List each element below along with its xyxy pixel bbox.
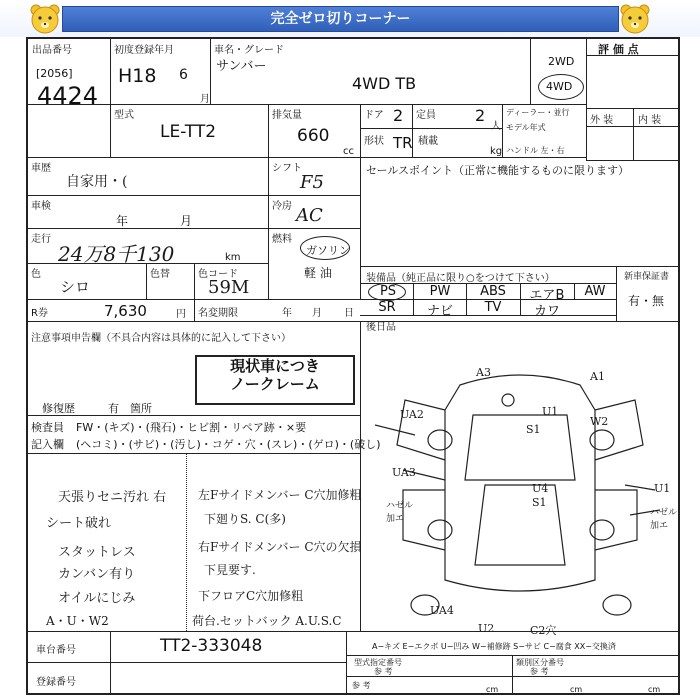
price-label: R券 (31, 308, 48, 319)
equip-ps-circle (368, 283, 406, 301)
ref-bottom-1: 参 考 (352, 681, 371, 690)
tax-day: 日 (344, 308, 354, 319)
note-left-3: スタットレス (58, 545, 136, 560)
rating-exterior: 外 装 (590, 115, 614, 126)
fuel-gasoline: ガソリン (306, 244, 350, 257)
later-items-label: 後日品 (366, 322, 396, 333)
rating-label: 評 価 点 (598, 43, 639, 56)
fuel-diesel: 軽 油 (304, 266, 332, 280)
cm-3: cm (648, 685, 661, 694)
drive-2wd: 2WD (548, 55, 575, 68)
color-code: 59M (208, 277, 250, 298)
tax-year: 年 (282, 308, 292, 319)
history-value: 自家用・( (66, 174, 128, 190)
rating-interior: 内 装 (638, 115, 662, 126)
mark-u1-rear: U1 (654, 482, 671, 495)
repair-value: 有 (108, 402, 119, 415)
cm-1: cm (486, 685, 499, 694)
first-reg-month-unit: 月 (200, 94, 210, 105)
model-value: LE-TT2 (160, 122, 217, 142)
mark-u4: U4 (532, 482, 549, 495)
mark-frame-left: ハゼル加エ (386, 501, 414, 524)
lot-number: 4424 (37, 82, 99, 110)
equipment-label: 装備品（純正品に限り○をつけて下さい） (366, 273, 555, 284)
ac-label: 冷房 (272, 201, 292, 212)
dealer-label: ディーラー・並行 (506, 108, 570, 117)
shift-value: F5 (300, 172, 324, 193)
repair-unit: 箇所 (130, 402, 152, 415)
mark-ua2: UA2 (400, 408, 424, 421)
car-grade: 4WD TB (352, 74, 417, 93)
warranty-option: 有・無 (628, 294, 665, 308)
cm-2: cm (570, 685, 583, 694)
vehicle-damage-diagram (365, 340, 677, 630)
lot-small-number: [2056] (36, 67, 73, 80)
mark-u2: U2 (478, 622, 495, 635)
equip-abs: ABS (480, 284, 506, 299)
equip-sr: SR (378, 300, 396, 315)
mark-c2: C2穴 (530, 624, 557, 637)
note-right-1: 左Fサイドメンバー C穴加修粗 (198, 488, 362, 502)
entry-label: 記入欄 (31, 438, 64, 451)
shape-label: 形状 (364, 136, 384, 147)
drive-selected-circle (538, 74, 584, 100)
doors-label: ドア (364, 110, 384, 121)
model-year-label: モデル年式 (506, 123, 546, 132)
cert-label: 型式指定番号 (354, 658, 402, 667)
inspector-label: 検査員 (31, 421, 64, 434)
note-right-6: 荷台.セットバック A.U.S.C (192, 614, 342, 628)
note-right-5: 下フロアC穴加修粗 (198, 589, 304, 603)
first-reg-label: 初度登録年月 (114, 45, 174, 56)
doors-value: 2 (393, 106, 404, 125)
first-reg-year: H18 (118, 65, 157, 87)
fuel-label: 燃料 (272, 234, 292, 245)
note-left-4: カンバン有り (58, 567, 136, 582)
ac-value: AC (296, 205, 323, 226)
drive-4wd: 4WD (546, 80, 573, 93)
equip-pw: PW (429, 284, 451, 299)
mark-u1-front: U1 (542, 405, 559, 418)
equip-leather: カワ (533, 304, 560, 319)
displacement-value: 660 (297, 126, 330, 146)
no-claim-stamp (195, 355, 355, 405)
mark-s1-front: S1 (526, 423, 541, 436)
car-name: サンバー (216, 59, 267, 74)
mileage-value: 24万8千130 (58, 242, 175, 266)
capacity-label: 定員 (416, 110, 436, 121)
history-label: 車歴 (31, 163, 51, 174)
stamp-line-2: ノークレーム (230, 375, 320, 393)
mark-frame-right: ハゼル加エ (650, 508, 678, 531)
equip-navi: ナビ (426, 304, 453, 319)
mark-ua3: UA3 (392, 466, 416, 479)
inspection-month: 月 (180, 214, 193, 228)
lot-label: 出品番号 (32, 45, 72, 56)
warranty-label: 新車保証書 (624, 272, 670, 282)
registration-label: 登録番号 (36, 677, 76, 688)
shape-value: TR (393, 134, 413, 152)
displacement-unit: cc (343, 146, 354, 157)
mark-a1: A1 (590, 370, 605, 383)
note-left-6: A・U・W2 (46, 614, 109, 628)
handle-label: ハンドル 左・右 (506, 146, 565, 155)
price-value: 7,630 (104, 302, 147, 320)
mileage-unit: km (225, 252, 241, 263)
load-unit: kg (490, 146, 503, 157)
chassis-number: TT2-333048 (160, 636, 263, 656)
color-label: 色 (31, 269, 41, 280)
equip-ps: PS (379, 284, 397, 299)
model-label: 型式 (114, 110, 134, 121)
cert-ref: 参 考 (374, 667, 393, 676)
legend-row-2: (ヘコミ)・(サビ)・(汚し)・コゲ・穴・(スレ)・(ゲロ)・(破し) (76, 438, 381, 451)
inspection-year: 年 (116, 214, 129, 228)
note-left-5: オイルにじみ (58, 591, 136, 606)
equip-aw: AW (584, 284, 606, 299)
note-right-4: 下見要す. (204, 563, 256, 577)
tax-label: 名変期限 (198, 308, 238, 319)
color-swap-label: 色替 (150, 269, 170, 280)
fuel-selected-circle (300, 236, 350, 260)
mark-ua4: UA4 (430, 604, 454, 617)
capacity-unit: 人 (491, 121, 501, 132)
mark-s1-rear: S1 (532, 496, 547, 509)
mileage-label: 走行 (31, 234, 51, 245)
repair-label: 修復歴 (42, 402, 75, 415)
mark-w2: W2 (590, 415, 609, 428)
class-label: 類別区分番号 (516, 658, 564, 667)
notes-label: 注意事項申告欄（不具合内容は具体的に記入して下さい） (31, 333, 291, 344)
inspection-label: 車検 (31, 201, 51, 212)
note-right-2: 下廻りS. C(多) (204, 512, 286, 526)
equip-tv: TV (484, 300, 502, 315)
price-unit: 円 (176, 309, 186, 320)
displacement-label: 排気量 (272, 110, 302, 121)
diagram-legend: A−キズ E−エクボ U−凹み W−補修跡 S−サビ C−腐食 XX−交換済 (372, 642, 616, 651)
mascot-bear-icon (28, 2, 62, 36)
equip-airbag: エアB (529, 288, 565, 303)
first-reg-month: 6 (179, 67, 188, 83)
car-name-label: 車名・グレード (214, 45, 284, 56)
header-banner (0, 0, 700, 37)
note-left-1: 天張りセニ汚れ 右 (58, 490, 167, 505)
chassis-label: 車台番号 (36, 645, 76, 656)
stamp-line-1: 現状車につき (230, 357, 320, 375)
capacity-value: 2 (475, 106, 486, 125)
load-label: 積載 (418, 136, 438, 147)
note-left-2: シート破れ (46, 516, 112, 531)
tax-month: 月 (312, 308, 322, 319)
mark-a3: A3 (476, 366, 491, 379)
color-code-label: 色コード (198, 269, 238, 280)
banner-title: 完全ゼロ切りコーナー (62, 6, 619, 32)
sales-label: セールスポイント（正常に機能するものに限ります） (366, 164, 630, 177)
mascot-bear-icon (618, 2, 652, 36)
class-ref: 参 考 (530, 667, 549, 676)
color-value: シロ (60, 278, 91, 296)
shift-label: シフト (272, 163, 302, 174)
note-right-3: 右Fサイドメンバー C穴の欠損 (198, 540, 362, 554)
legend-row-1: FW・(キズ)・(飛石)・ヒビ割・リペア跡・×要 (76, 421, 307, 434)
